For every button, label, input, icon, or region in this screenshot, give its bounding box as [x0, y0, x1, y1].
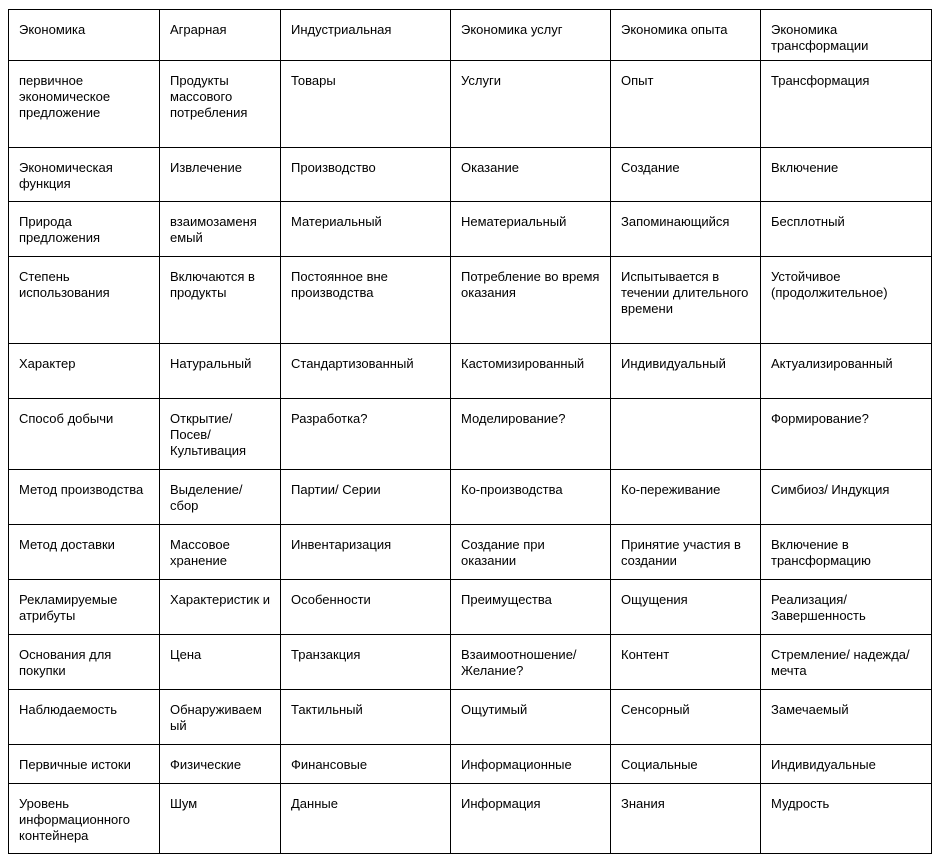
table-cell: Физические	[160, 745, 281, 784]
table-cell: Преимущества	[451, 580, 611, 635]
table-cell: Контент	[611, 635, 761, 690]
table-cell: Услуги	[451, 61, 611, 148]
table-cell: Индивидуальные	[761, 745, 932, 784]
table-cell: Включаются в продукты	[160, 257, 281, 344]
table-row	[9, 745, 932, 784]
table-cell: Экономика опыта	[611, 10, 761, 61]
table-cell: Транзакция	[281, 635, 451, 690]
table-cell: Уровень информационного контейнера	[9, 784, 160, 854]
table-row	[9, 148, 932, 202]
table-cell: Массовое хранение	[160, 525, 281, 580]
table-cell: Включение в трансформацию	[761, 525, 932, 580]
table-cell	[611, 399, 761, 470]
table-header-row	[9, 10, 932, 61]
table-cell: Мудрость	[761, 784, 932, 854]
table-row	[9, 399, 932, 470]
table-cell: Экономика трансформации	[761, 10, 932, 61]
table-cell: Способ добычи	[9, 399, 160, 470]
table-cell: Принятие участия в создании	[611, 525, 761, 580]
table-cell: Информация	[451, 784, 611, 854]
economy-comparison-table	[8, 9, 932, 854]
table-cell: Выделение/ сбор	[160, 470, 281, 525]
table-cell: Запоминающийся	[611, 202, 761, 257]
table-cell: Аграрная	[160, 10, 281, 61]
table-cell: Замечаемый	[761, 690, 932, 745]
table-cell: Включение	[761, 148, 932, 202]
table-cell: взаимозаменя емый	[160, 202, 281, 257]
table-row	[9, 784, 932, 854]
table-cell: Опыт	[611, 61, 761, 148]
table-cell: Натуральный	[160, 344, 281, 399]
table-row	[9, 580, 932, 635]
table-cell: Извлечение	[160, 148, 281, 202]
table-cell: Создание	[611, 148, 761, 202]
table-cell: Экономика	[9, 10, 160, 61]
table-cell: Реализация/ Завершенность	[761, 580, 932, 635]
table-cell: Ощущения	[611, 580, 761, 635]
table-row	[9, 344, 932, 399]
table-cell: Знания	[611, 784, 761, 854]
table-cell: Ощутимый	[451, 690, 611, 745]
table-cell: Актуализированный	[761, 344, 932, 399]
table-cell: Нематериальный	[451, 202, 611, 257]
table-cell: Моделирование?	[451, 399, 611, 470]
table-cell: Создание при оказании	[451, 525, 611, 580]
table-cell: Инвентаризация	[281, 525, 451, 580]
table-cell: Бесплотный	[761, 202, 932, 257]
table-cell: Испытывается в течении длительного времени	[611, 257, 761, 344]
table-cell: Трансформация	[761, 61, 932, 148]
table-cell: Социальные	[611, 745, 761, 784]
table-cell: Разработка?	[281, 399, 451, 470]
table-cell: Производство	[281, 148, 451, 202]
table-cell: Характеристик и	[160, 580, 281, 635]
table-cell: Индивидуальный	[611, 344, 761, 399]
table-cell: Ко-переживание	[611, 470, 761, 525]
table-cell: первичное экономическое предложение	[9, 61, 160, 148]
table-cell: Шум	[160, 784, 281, 854]
table-cell: Цена	[160, 635, 281, 690]
table-cell: Стремление/ надежда/ мечта	[761, 635, 932, 690]
table-cell: Финансовые	[281, 745, 451, 784]
table-cell: Наблюдаемость	[9, 690, 160, 745]
table-cell: Степень использования	[9, 257, 160, 344]
table-cell: Взаимоотношение/ Желание?	[451, 635, 611, 690]
table-cell: Метод производства	[9, 470, 160, 525]
table-cell: Характер	[9, 344, 160, 399]
table-cell: Обнаруживаем ый	[160, 690, 281, 745]
table-row	[9, 257, 932, 344]
table-cell: Устойчивое (продолжительное)	[761, 257, 932, 344]
table-cell: Оказание	[451, 148, 611, 202]
table-cell: Основания для покупки	[9, 635, 160, 690]
table-cell: Партии/ Серии	[281, 470, 451, 525]
table-cell: Ко-производства	[451, 470, 611, 525]
table-cell: Информационные	[451, 745, 611, 784]
table-cell: Первичные истоки	[9, 745, 160, 784]
table-cell: Экономика услуг	[451, 10, 611, 61]
table-row	[9, 470, 932, 525]
table-cell: Открытие/ Посев/ Культивация	[160, 399, 281, 470]
table-cell: Продукты массового потребления	[160, 61, 281, 148]
table-row	[9, 635, 932, 690]
table-cell: Тактильный	[281, 690, 451, 745]
table-row	[9, 525, 932, 580]
table-cell: Формирование?	[761, 399, 932, 470]
table-row	[9, 61, 932, 148]
table-cell: Природа предложения	[9, 202, 160, 257]
table-cell: Потребление во время оказания	[451, 257, 611, 344]
table-cell: Товары	[281, 61, 451, 148]
table-cell: Особенности	[281, 580, 451, 635]
table-row	[9, 690, 932, 745]
table-cell: Стандартизованный	[281, 344, 451, 399]
table-cell: Экономическая функция	[9, 148, 160, 202]
table-cell: Сенсорный	[611, 690, 761, 745]
table-cell: Постоянное вне производства	[281, 257, 451, 344]
table-cell: Кастомизированный	[451, 344, 611, 399]
table-cell: Метод доставки	[9, 525, 160, 580]
table-cell: Индустриальная	[281, 10, 451, 61]
table-cell: Рекламируемые атрибуты	[9, 580, 160, 635]
table-cell: Материальный	[281, 202, 451, 257]
table-row	[9, 202, 932, 257]
table-cell: Симбиоз/ Индукция	[761, 470, 932, 525]
table-cell: Данные	[281, 784, 451, 854]
